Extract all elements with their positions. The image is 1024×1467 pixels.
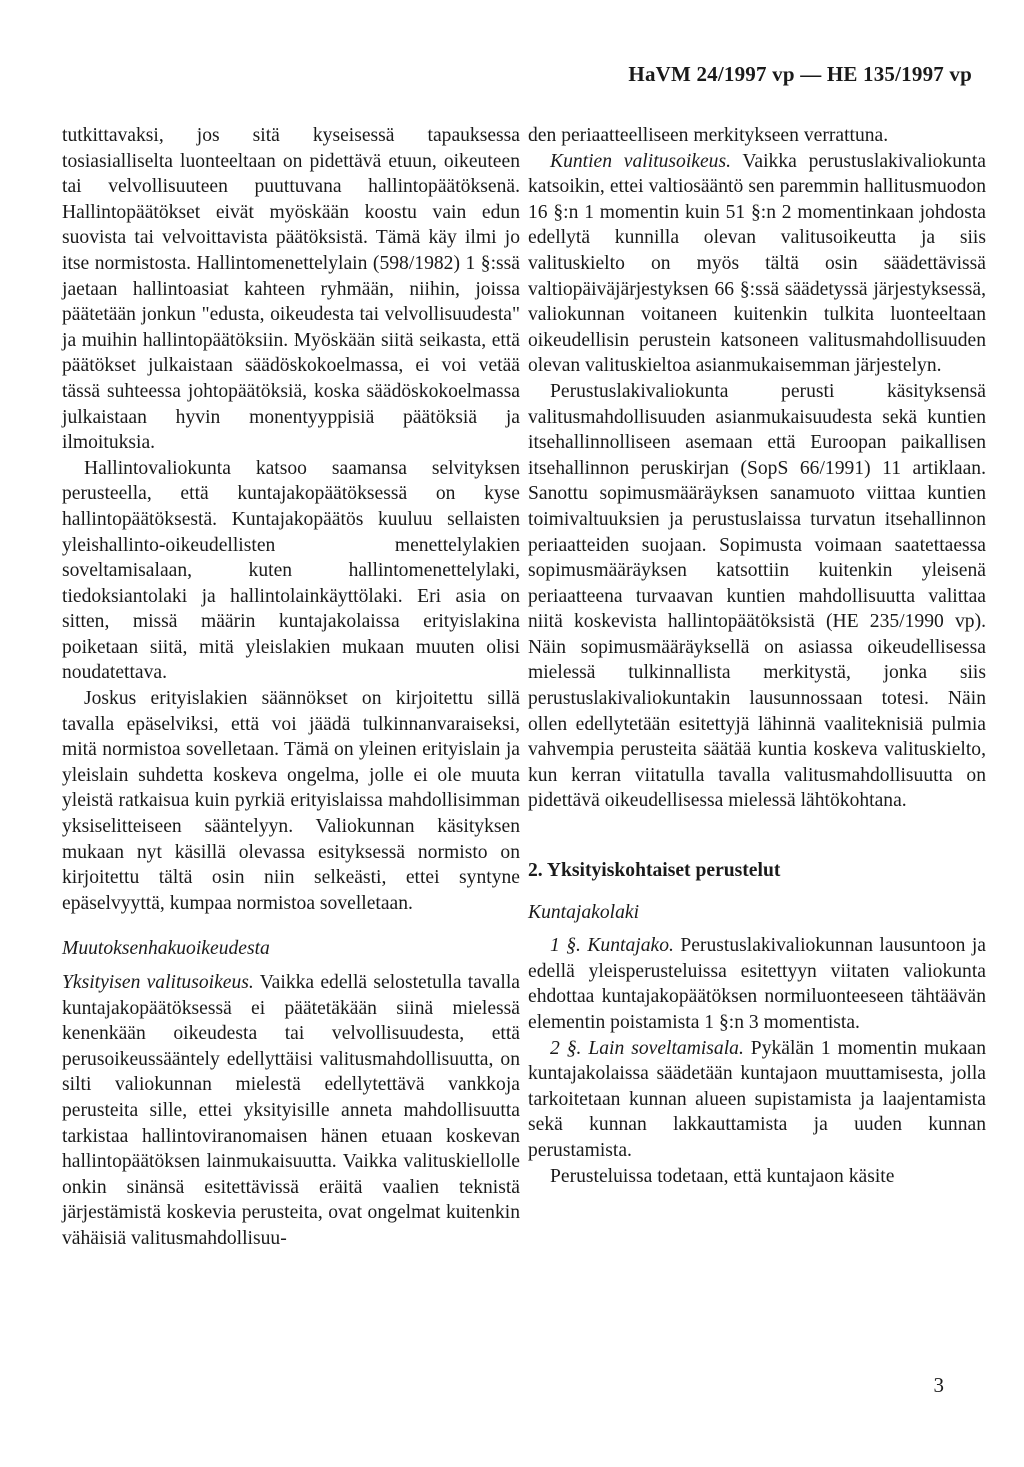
paragraph-lead: 1 §. Kuntajako. [550,935,674,957]
right-column [528,123,986,1189]
paragraph-lead: Yksityisen valitusoikeus. [62,972,254,993]
paragraph: tutkittavaksi, jos sitä kyseisessä tapauksessa tosiasialliselta luonteeltaan on pidettävä etuun, oikeuteen tai velvollisuuteen puuttuvana hallintopäätöksenä. Hallintopäätökset eivät myöskään koostu vain edun suovista tai velvoittavista päätöksistä. Tämä käy ilmi jo itse normistosta. Hallintomenettelylain (598/1982) 1 §:ssä jaetaan hallintoasiat kahteen ryhmään, niihin, joissa päätetään jonkun "edusta, oikeudesta tai velvollisuudesta" ja muihin hallintopäätöksiin. Myöskään siitä seikasta, että päätökset julkaistaan säädöskokoelmassa, ei voi vetää tässä suhteessa johtopäätöksiä, koska säädöskokoelmassa julkaistaan hyvin monentyyppisiä päätöksiä ja ilmoituksia. [62,125,520,454]
paragraph [62,970,520,1252]
page-number: 3 [933,1373,944,1397]
paragraph: Joskus erityislakien säännökset on kirjoitettu sillä tavalla epäselviksi, että voi jäädä tulkinnanvaraiseksi, mitä normistoa sovelletaan. Tämä on yleinen erityislain ja yleislain suhdetta koskeva ongelma, jolle ei ole muuta yleistä ratkaisua kuin pyrkiä erityislaissa mahdollisimman yksiselitteiseen sääntelyyn. Valiokunnan käsityksen mukaan nyt käsillä olevassa esityksessä normisto on kirjoitettu tältä osin niin selkeästi, ettei syntyne epäselvyyttä, kumpaa normistoa sovelletaan. [62,688,520,914]
paragraph [528,149,986,379]
paragraph: Hallintovaliokunta katsoo saamansa selvityksen perusteella, että kuntajakopäätöksessä on kyse hallintopäätöksestä. Kuntajakopäätös kuuluu sellaisten yleishallinto-oikeudellisten menettelylakien soveltamisalaan, kuten hallintomenettelylaki, tiedoksiantolaki ja hallintolainkäyttölaki. Eri asia on sitten, missä määrin kuntajakolaissa erityislakina poiketaan siitä, mitä yleislakien mukaan muuten olisi noudatettava. [62,457,520,684]
running-header: HaVM 24/1997 vp — HE 135/1997 vp [628,62,972,86]
paragraph-lead: Kuntien valitusoikeus. [550,150,732,172]
paragraph: Perusteluissa todetaan, että kuntajaon käsite [550,1165,895,1187]
paragraph-body: Perustuslakivaliokunnan lausuntoon ja edellä yleisperusteluissa esitettyyn viitaten valiokunta ehdottaa kuntajakopäätöksen normiluonteeseen tähtäävän elementin poistamista 1 §:n 3 momentista. [528,935,986,1033]
subheading: Muutoksenhakuoikeudesta [62,938,270,960]
section-heading: 2. Yksityiskohtaiset perustelut [528,860,781,882]
paragraph-body: Pykälän 1 momentin mukaan kuntajakolaissa säädetään kuntajaon muuttamisesta, jolla tarkoitetaan kunnan alueen supistamista ja laajentamista sekä kunnan lakkauttamista ja uuden kunnan perustamista. [528,1037,986,1161]
subheading: Kuntajakolaki [528,901,640,923]
paragraph [528,933,986,1035]
paragraph-body: Vaikka perustuslakivaliokunta katsoikin, ettei valtiosääntö sen paremmin hallitusmuodon 16 §:n 1 momentin kuin 51 §:n 2 momentinkaan johdosta edellytä kunnilla olevan valitusoikeutta ja siis valituskielto on myös tältä osin säädettävissä valtiopäiväjärjestyksen 66 §:ssä säädetyssä järjestyksessä, valiokunnan voitaneen kuitenkin tulkita luonteeltaan oikeudellisin perustein katsoneen valitusmahdollisuuden olevan valituskieltoa asianmukaisemman järjestelyn. [528,150,986,377]
paragraph [528,1036,986,1164]
paragraph-body: Vaikka edellä selostetulla tavalla kuntajakopäätöksessä ei päätetäkään siinä mielessä kenenkään oikeudesta tai velvollisuudesta, että perusoikeussääntely edellyttäisi valitusmahdollisuutta, on silti valiokunnan mielestä edellytettävä vankkoja perusteita sille, ettei yksityisille anneta mahdollisuutta tarkistaa hallintoviranomaisen hänen etuaan koskevan hallintopäätöksen lainmukaisuutta. Vaikka valituskiellolle onkin sinänsä esitettävissä eräitä vaalien teknistä järjestämistä koskevia perusteita, ovat ongelmat kuitenkin vähäisiä valitusmahdollisuu- [62,972,520,1249]
paragraph-lead: 2 §. Lain soveltamisala. [550,1037,744,1059]
paragraph: den periaatteelliseen merkitykseen verrattuna. [528,125,889,146]
left-column [62,123,520,1252]
paragraph: Perustuslakivaliokunta perusti käsityksensä valitusmahdollisuuden asianmukaisuudesta sekä kuntien itsehallinnolliseen asemaan että Euroopan paikallisen itsehallinnon peruskirjan (SopS 66/1991) 11 artiklaan. Sanottu sopimusmääräyksen sanamuoto viittaa kuntien toimivaltuuksien ja perustuslaissa turvatun itsehallinnon periaatteiden suojaan. Sopimusta voimaan saatettaessa sopimusmääräyksen katsottiin kuitenkin yleisenä periaatteena turvaavan kuntien mahdollisuutta valittaa niitä koskevista hallintopäätöksistä (HE 235/1990 vp). Näin sopimusmääräyksellä on asiassa oikeudellisessa mielessä tulkinnallista merkitystä, jonka siis perustuslakivaliokuntakin lausunnossaan totesi. Näin ollen edellytetään esitettyjä lähinnä vaaliteknisiä pulmia vahvempia perusteita säätää kuntia koskeva valituskielto, kun kerran viitatulla tavalla valitusmahdollisuutta on pidettävä oikeudellisessa mielessä lähtökohtana. [528,380,986,812]
